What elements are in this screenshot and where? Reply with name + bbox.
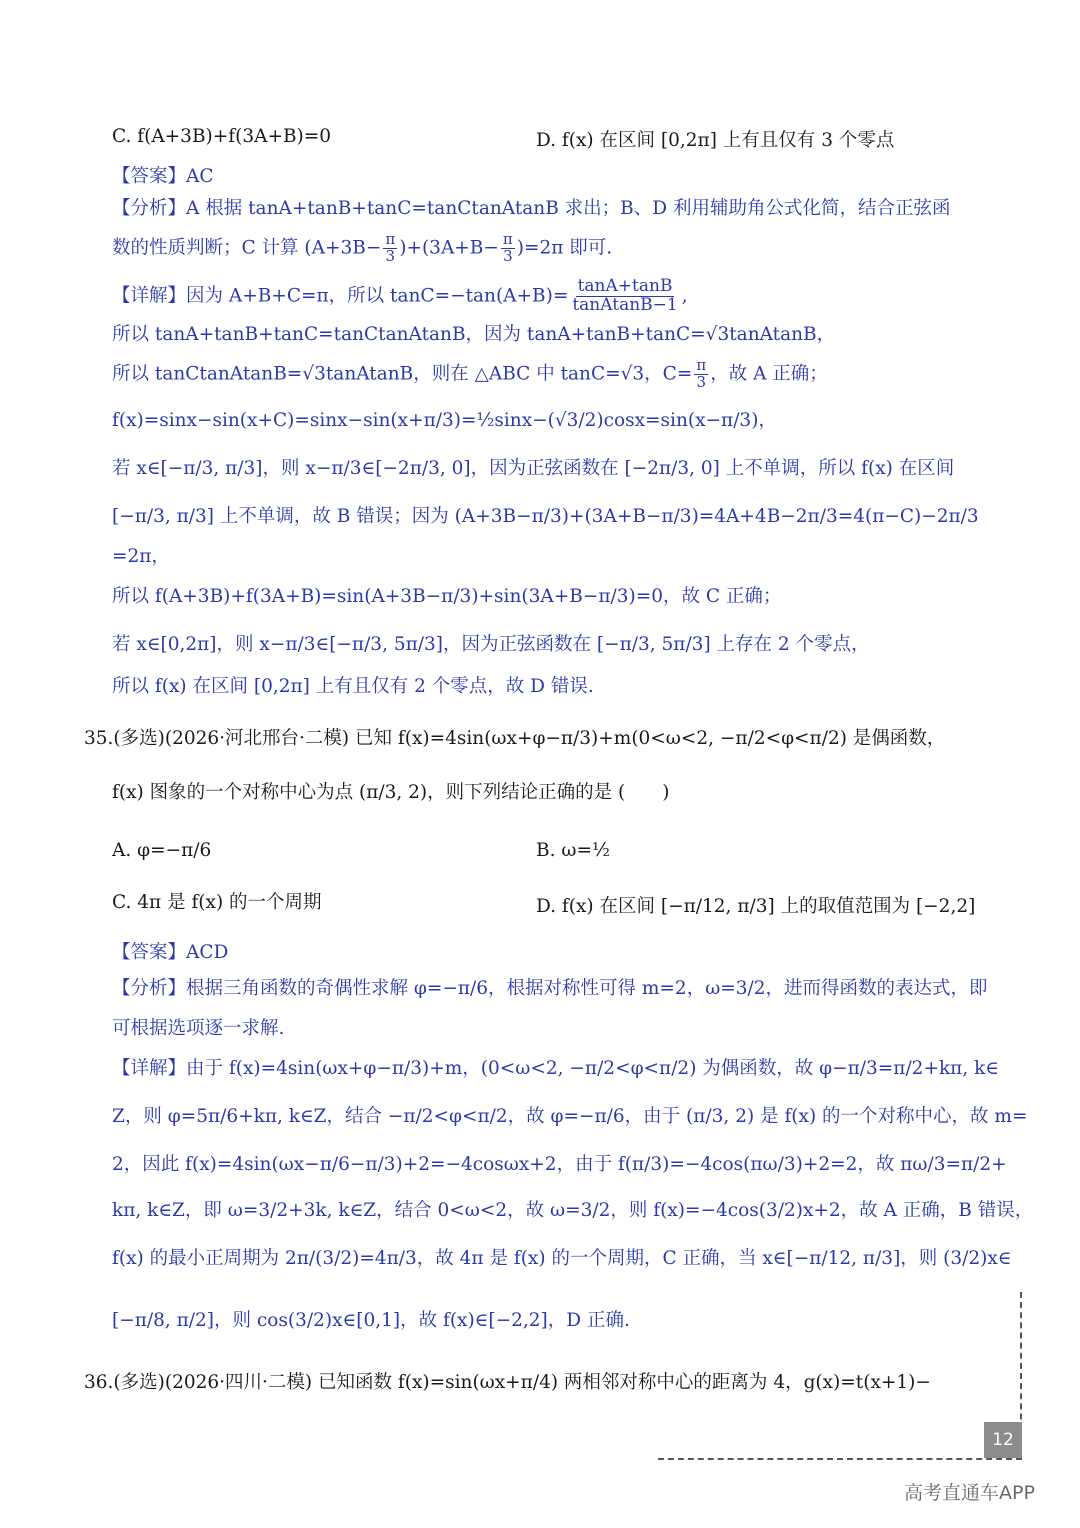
detail-34-line1-pre: 【详解】因为 A+B+C=π，所以 tanC=−tan(A+B)= [112, 285, 569, 307]
fraction-tan-sum: $\frac{\tan A+\tan B}{\text{tanAtanB−1}}$ [572, 276, 678, 315]
fraction-pi-3-a: $\frac{\pi}{3}$ [385, 230, 396, 265]
detail-35-line1: 【详解】由于 f(x)=4sin(ωx+φ−π/3)+m，(0<ω<2, −π/2<φ<π/2) 为偶函数，故 φ−π/3=π/2+kπ, k∈ [112, 1058, 999, 1079]
watermark-text: 高考直通车APP [904, 1482, 1035, 1504]
option-c-prev: C. f(A+3B)+f(3A+B)=0 [112, 126, 332, 147]
answer-35: 【答案】ACD [112, 942, 229, 963]
detail-34-line3-pre: 所以 tanCtanAtanB=√3tanAtanB，则在 △ABC 中 tanC=√3，C= [112, 363, 693, 385]
analysis-34-line1: 【分析】A 根据 tanA+tanB+tanC=tanCtanAtanB 求出；B、D 利用辅助角公式化简，结合正弦函 [112, 198, 951, 219]
detail-34-line1: 【详解】因为 A+B+C=π，所以 tanC=−tan(A+B)= $\frac{\tan A+\tan B}{\text{tanAtanB−1}}$ , [112, 276, 688, 315]
answer-34: 【答案】AC [112, 166, 214, 187]
detail-34-line3-post: ，故 A 正确； [710, 363, 828, 385]
page-corner-dashed-horizontal [658, 1458, 1022, 1460]
detail-35-line3: 2，因此 f(x)=4sin(ωx−π/6−π/3)+2=−4cosωx+2，由于 f(π/3)=−4cos(πω/3)+2=2，故 πω/3=π/2+ [112, 1154, 1007, 1175]
fraction-pi-3-b: $\frac{\pi}{3}$ [502, 230, 513, 265]
detail-34-line7: =2π， [112, 546, 170, 567]
analysis-34-line2 [112, 232, 612, 265]
analysis-34-line2-post: )=2π 即可. [516, 237, 613, 259]
detail-35-line2: Z，则 φ=5π/6+kπ, k∈Z，结合 −π/2<φ<π/2，故 φ=−π/6，由于 (π/3, 2) 是 f(x) 的一个对称中心，故 m= [112, 1106, 1028, 1127]
detail-35-line6: [−π/8, π/2]，则 cos(3/2)x∈[0,1]，故 f(x)∈[−2,2]，D 正确. [112, 1310, 630, 1331]
analysis-35-line1: 【分析】根据三角函数的奇偶性求解 φ=−π/6，根据对称性可得 m=2，ω=3/2，进而得函数的表达式，即 [112, 978, 988, 999]
detail-34-line8: 所以 f(A+3B)+f(3A+B)=sin(A+3B−π/3)+sin(3A+B−π/3)=0，故 C 正确； [112, 586, 782, 607]
question-35-line1: 35.(多选)(2026·河北邢台·二模) 已知 f(x)=4sin(ωx+φ−π/3)+m(0<ω<2, −π/2<φ<π/2) 是偶函数， [84, 728, 946, 749]
detail-34-line2: 所以 tanA+tanB+tanC=tanCtanAtanB，因为 tanA+tanB+tanC=√3tanAtanB， [112, 324, 836, 345]
question-35-option-c: C. 4π 是 f(x) 的一个周期 [112, 892, 322, 913]
detail-34-line9: 若 x∈[0,2π]，则 x−π/3∈[−π/3, 5π/3]，因为正弦函数在 [−π/3, 5π/3] 上存在 2 个零点， [112, 634, 870, 655]
detail-34-line5: 若 x∈[−π/3, π/3]，则 x−π/3∈[−2π/3, 0]，因为正弦函数在 [−2π/3, 0] 上不单调，所以 f(x) 在区间 [112, 458, 955, 479]
question-35-line2: f(x) 图象的一个对称中心为点 (π/3, 2)，则下列结论正确的是 ( ) [112, 782, 670, 803]
detail-34-line10: 所以 f(x) 在区间 [0,2π] 上有且仅有 2 个零点，故 D 错误. [112, 676, 594, 697]
detail-35-line4: kπ, k∈Z，即 ω=3/2+3k, k∈Z，结合 0<ω<2，故 ω=3/2，则 f(x)=−4cos(3/2)x+2，故 A 正确，B 错误， [112, 1200, 1034, 1221]
detail-35-line5: f(x) 的最小正周期为 2π/(3/2)=4π/3，故 4π 是 f(x) 的一个周期，C 正确，当 x∈[−π/12, π/3]，则 (3/2)x∈ [112, 1248, 1012, 1269]
detail-34-line3 [112, 358, 828, 391]
analysis-35-line2: 可根据选项逐一求解. [112, 1018, 285, 1039]
option-d-prev: D. f(x) 在区间 [0,2π] 上有且仅有 3 个零点 [536, 130, 895, 151]
analysis-34-line2-mid: )+(3A+B− [399, 237, 499, 259]
analysis-34-line2-pre: 数的性质判断；C 计算 (A+3B− [112, 237, 382, 259]
page-number: 12 [984, 1422, 1022, 1458]
question-35-option-d: D. f(x) 在区间 [−π/12, π/3] 上的取值范围为 [−2,2] [536, 896, 976, 917]
question-35-option-a: A. φ=−π/6 [112, 840, 212, 861]
question-35-option-b: B. ω=½ [536, 840, 610, 861]
question-36-line1: 36.(多选)(2026·四川·二模) 已知函数 f(x)=sin(ωx+π/4) 两相邻对称中心的距离为 4，g(x)=t(x+1)− [84, 1372, 931, 1393]
detail-34-line6: [−π/3, π/3] 上不单调，故 B 错误；因为 (A+3B−π/3)+(3A+B−π/3)=4A+4B−2π/3=4(π−C)−2π/3 [112, 506, 979, 527]
detail-34-line4: f(x)=sinx−sin(x+C)=sinx−sin(x+π/3)=½sinx−(√3/2)cosx=sin(x−π/3)， [112, 410, 777, 431]
fraction-pi-3-c: $\frac{\pi}{3}$ [696, 356, 707, 391]
